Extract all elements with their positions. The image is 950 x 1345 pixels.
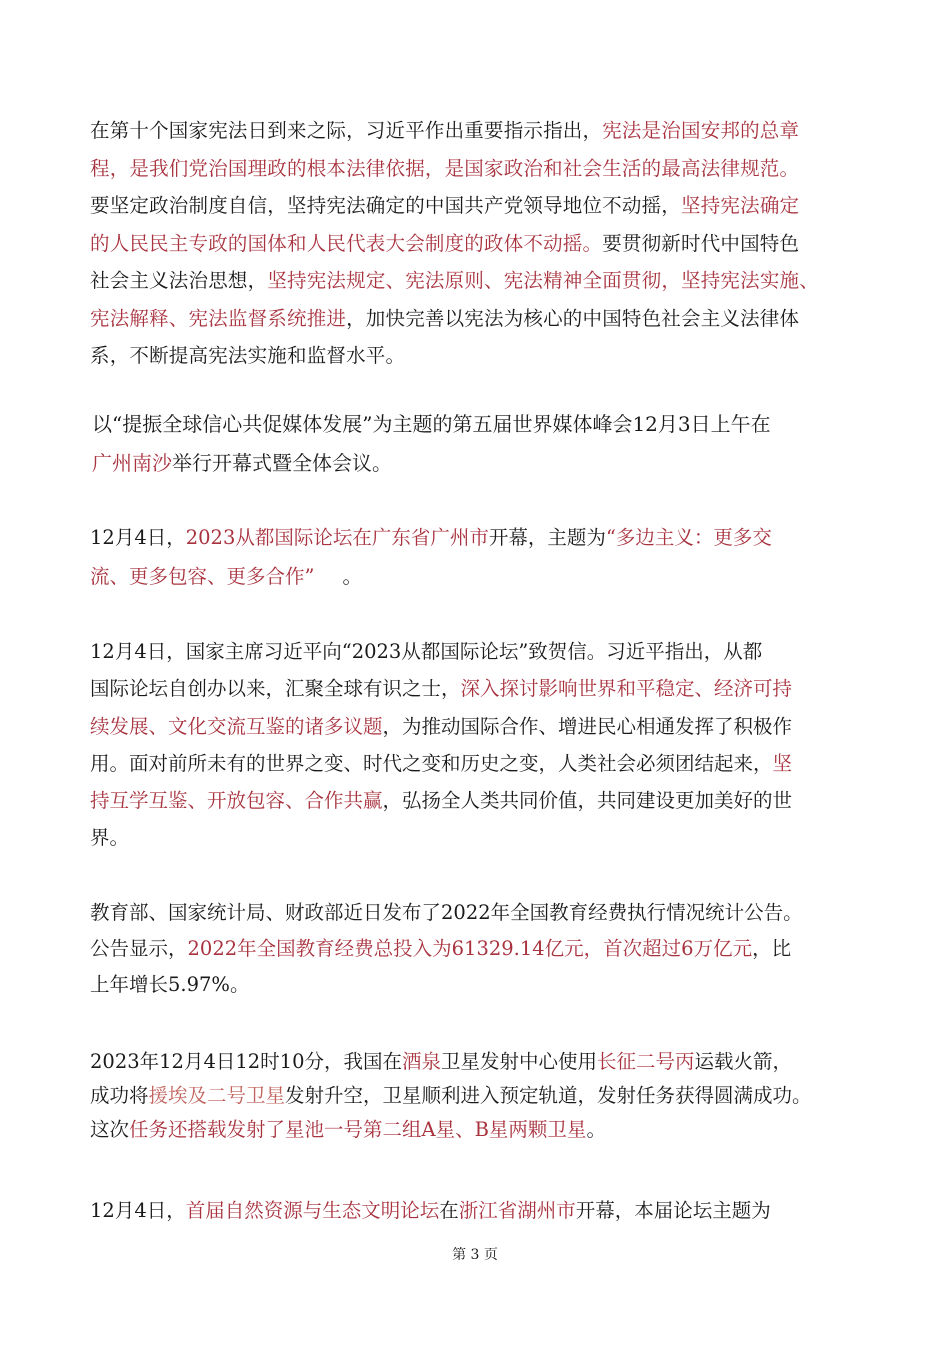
text-line: 12月4日，国家主席习近平向“2023从都国际论坛”致贺信。习近平指出，从都 (90, 640, 763, 663)
text-line: 2023年12月4日12时10分，我国在酒泉卫星发射中心使用长征二号丙运载火箭， (90, 1050, 793, 1073)
text-line: 宪法解释、宪法监督系统推进，加快完善以宪法为核心的中国特色社会主义法律体 (90, 306, 800, 330)
paragraph-ecology-forum (90, 1192, 860, 1229)
paragraph-congdu-forum-letter (90, 633, 860, 857)
text-line: 界。 (90, 826, 130, 850)
text-line: 要坚定政治制度自信，坚持宪法确定的中国共产党领导地位不动摇，坚持宪法确定 (90, 194, 800, 217)
page-number: 第 3 页 (452, 1247, 498, 1263)
text-line: 国际论坛自创办以来，汇聚全球有识之士，深入探讨影响世界和平稳定、经济可持 (90, 677, 793, 701)
paragraph-congdu-forum-opening (90, 518, 860, 596)
text-line: 12月4日，首届自然资源与生态文明论坛在浙江省湖州市开幕，本届论坛主题为 (90, 1199, 771, 1222)
text-line: 流、更多包容、更多合作” 。 (90, 565, 362, 588)
text-line: 程，是我们党治国理政的根本法律依据，是国家政治和社会生活的最高法律规范。 (90, 156, 800, 180)
text-line: 持互学互鉴、开放包容、合作共赢，弘扬全人类共同价值，共同建设更加美好的世 (90, 789, 793, 813)
text-line: 12月4日，2023从都国际论坛在广东省广州市开幕，主题为“多边主义：更多交 (90, 526, 772, 549)
paragraph-constitution-day (90, 112, 860, 375)
paragraph-satellite-launch (90, 1045, 860, 1147)
text-line: 用。面对前所未有的世界之变、时代之变和历史之变，人类社会必须团结起来，坚 (90, 751, 793, 775)
text-line: 广州南沙举行开幕式暨全体会议。 (92, 451, 392, 475)
text-line: 在第十个国家宪法日到来之际，习近平作出重要指示指出，宪法是治国安邦的总章 (90, 119, 800, 142)
text-line: 这次任务还搭载发射了星池一号第二组A星、B星两颗卫星。 (90, 1118, 606, 1141)
text-line: 以“提振全球信心共促媒体发展”为主题的第五届世界媒体峰会12月3日上午在 (92, 412, 771, 436)
text-line: 教育部、国家统计局、财政部近日发布了2022年全国教育经费执行情况统计公告。 (90, 901, 803, 924)
text-line: 公告显示，2022年全国教育经费总投入为61329.14亿元，首次超过6万亿元，比 (90, 937, 792, 960)
text-line: 社会主义法治思想，坚持宪法规定、宪法原则、宪法精神全面贯彻，坚持宪法实施、 (90, 269, 819, 292)
paragraph-world-media-summit (92, 405, 862, 483)
text-line: 的人民民主专政的国体和人民代表大会制度的政体不动摇。要贯彻新时代中国特色 (90, 231, 800, 255)
text-line: 上年增长5.97%。 (90, 973, 250, 996)
text-line: 成功将援埃及二号卫星发射升空，卫星顺利进入预定轨道，发射任务获得圆满成功。 (90, 1084, 812, 1107)
text-line: 续发展、文化交流互鉴的诸多议题，为推动国际合作、增进民心相通发挥了积极作 (90, 714, 793, 738)
text-line: 系，不断提高宪法实施和监督水平。 (90, 344, 406, 367)
paragraph-education-funding (90, 895, 860, 1003)
